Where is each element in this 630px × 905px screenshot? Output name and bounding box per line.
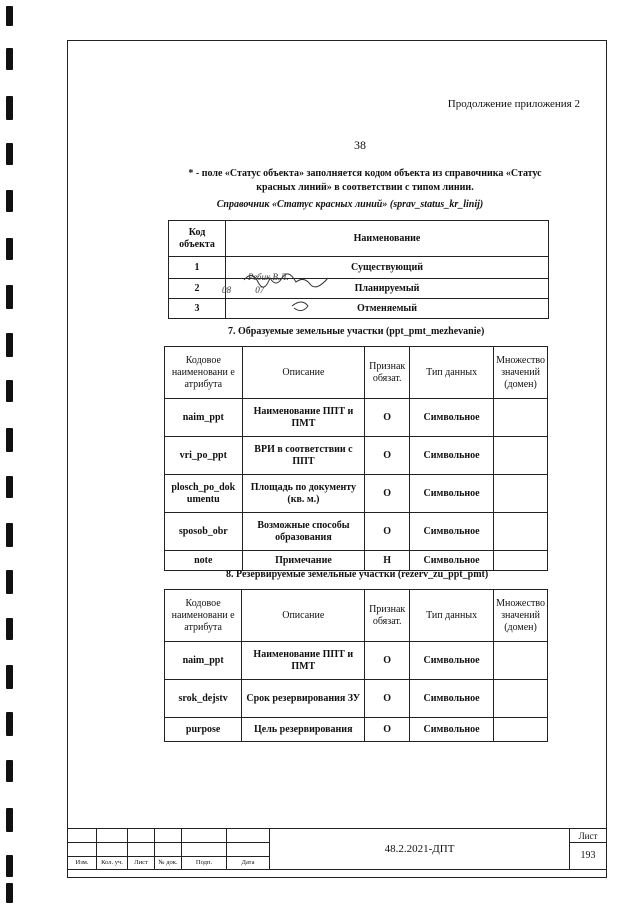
column-header: Кодовое наименовани е атрибута	[165, 347, 243, 399]
cell-required: О	[365, 642, 410, 680]
cell-code: plosch_po_dok umentu	[165, 475, 243, 513]
cell-name: Планируемый	[226, 279, 549, 299]
note-line: * - поле «Статус объекта» заполняется кодом объекта из справочника «Статус	[188, 168, 542, 179]
cell-description: Наименование ППТ и ПМТ	[242, 642, 365, 680]
cell-code: note	[165, 551, 243, 571]
date-day: 08	[222, 285, 231, 295]
sheet-label: Лист	[570, 829, 607, 843]
cell-type: Символьное	[410, 642, 494, 680]
stamp-label: № док.	[155, 857, 182, 870]
stamp-label: Лист	[128, 857, 155, 870]
cell-description: Срок резервирования ЗУ	[242, 680, 365, 718]
note-text	[160, 167, 570, 195]
stamp-label: Изм.	[68, 857, 97, 870]
cell-description: Возможные способы образования	[242, 513, 365, 551]
column-header: Описание	[242, 590, 365, 642]
section7-title: 7. Образуемые земельные участки (ppt_pmt_mezhevanie)	[228, 326, 485, 337]
column-header: Признак обязат.	[365, 590, 410, 642]
cell-type: Символьное	[410, 680, 494, 718]
column-header: Множество значений (домен)	[494, 347, 548, 399]
table-row	[165, 642, 548, 680]
dictionary-title: Справочник «Статус красных линий» (sprav_status_kr_linij)	[216, 199, 484, 210]
cell-code: naim_ppt	[165, 642, 242, 680]
column-header: Наименование	[226, 221, 549, 257]
cell-code: 2	[169, 279, 226, 299]
cell-required: О	[365, 475, 410, 513]
cell-type: Символьное	[410, 513, 494, 551]
cell-domain	[494, 551, 548, 571]
signature-name: Ребик В.Л.	[248, 272, 289, 282]
signature-date	[222, 285, 264, 295]
cell-required: О	[365, 399, 410, 437]
cell-description: Примечание	[242, 551, 365, 571]
cell-code: srok_dejstv	[165, 680, 242, 718]
cell-code: 3	[169, 299, 226, 319]
table-row	[165, 551, 548, 571]
cell-domain	[494, 475, 548, 513]
cell-description: Площадь по документу (кв. м.)	[242, 475, 365, 513]
table-row	[165, 680, 548, 718]
cell-name: Существующий	[226, 257, 549, 279]
table-row	[165, 399, 548, 437]
date-month: 07	[255, 285, 265, 295]
cell-code: purpose	[165, 718, 242, 742]
table-row	[165, 437, 548, 475]
cell-code: sposob_obr	[165, 513, 243, 551]
stamp-label: Подп.	[182, 857, 227, 870]
cell-domain	[494, 513, 548, 551]
cell-domain	[494, 399, 548, 437]
cell-type: Символьное	[410, 437, 494, 475]
section8-title: 8. Резервируемые земельные участки (rezerv_zu_ppt_pmt)	[226, 569, 489, 580]
table-row	[169, 299, 549, 319]
sheet-number: 193	[570, 843, 607, 870]
cell-code: naim_ppt	[165, 399, 243, 437]
note-line: красных линий» в соответствии с типом линии.	[256, 182, 474, 193]
table-row	[165, 718, 548, 742]
cell-description: ВРИ в соответствии с ППТ	[242, 437, 365, 475]
cell-type: Символьное	[410, 551, 494, 571]
column-header: Описание	[242, 347, 365, 399]
stamp-label: Кол. уч.	[97, 857, 128, 870]
column-header: Тип данных	[410, 590, 494, 642]
column-header: Признак обязат.	[365, 347, 410, 399]
cell-domain	[494, 680, 548, 718]
cell-domain	[494, 718, 548, 742]
cell-type: Символьное	[410, 399, 494, 437]
section7-table	[164, 346, 548, 571]
column-header: Кодовое наименовани е атрибута	[165, 590, 242, 642]
column-header: Тип данных	[410, 347, 494, 399]
cell-code: 1	[169, 257, 226, 279]
cell-required: Н	[365, 551, 410, 571]
cell-required: О	[365, 437, 410, 475]
page-number: 38	[354, 138, 366, 152]
stamp-label: Дата	[227, 857, 270, 870]
cell-required: О	[365, 680, 410, 718]
cell-description: Цель резервирования	[242, 718, 365, 742]
column-header: Код объекта	[169, 221, 226, 257]
cell-description: Наименование ППТ и ПМТ	[242, 399, 365, 437]
cell-required: О	[365, 513, 410, 551]
column-header: Множество значений (домен)	[494, 590, 548, 642]
document-code: 48.2.2021-ДПТ	[270, 829, 570, 870]
section8-table	[164, 589, 548, 742]
table-row	[165, 475, 548, 513]
cell-type: Символьное	[410, 475, 494, 513]
cell-domain	[494, 642, 548, 680]
title-block	[67, 828, 607, 870]
cell-type: Символьное	[410, 718, 494, 742]
cell-required: О	[365, 718, 410, 742]
cell-name: Отменяемый	[226, 299, 549, 319]
cell-domain	[494, 437, 548, 475]
continuation-label: Продолжение приложения 2	[447, 98, 580, 110]
dictionary-table	[168, 220, 549, 319]
cell-code: vri_po_ppt	[165, 437, 243, 475]
table-row	[169, 257, 549, 279]
table-row	[165, 513, 548, 551]
